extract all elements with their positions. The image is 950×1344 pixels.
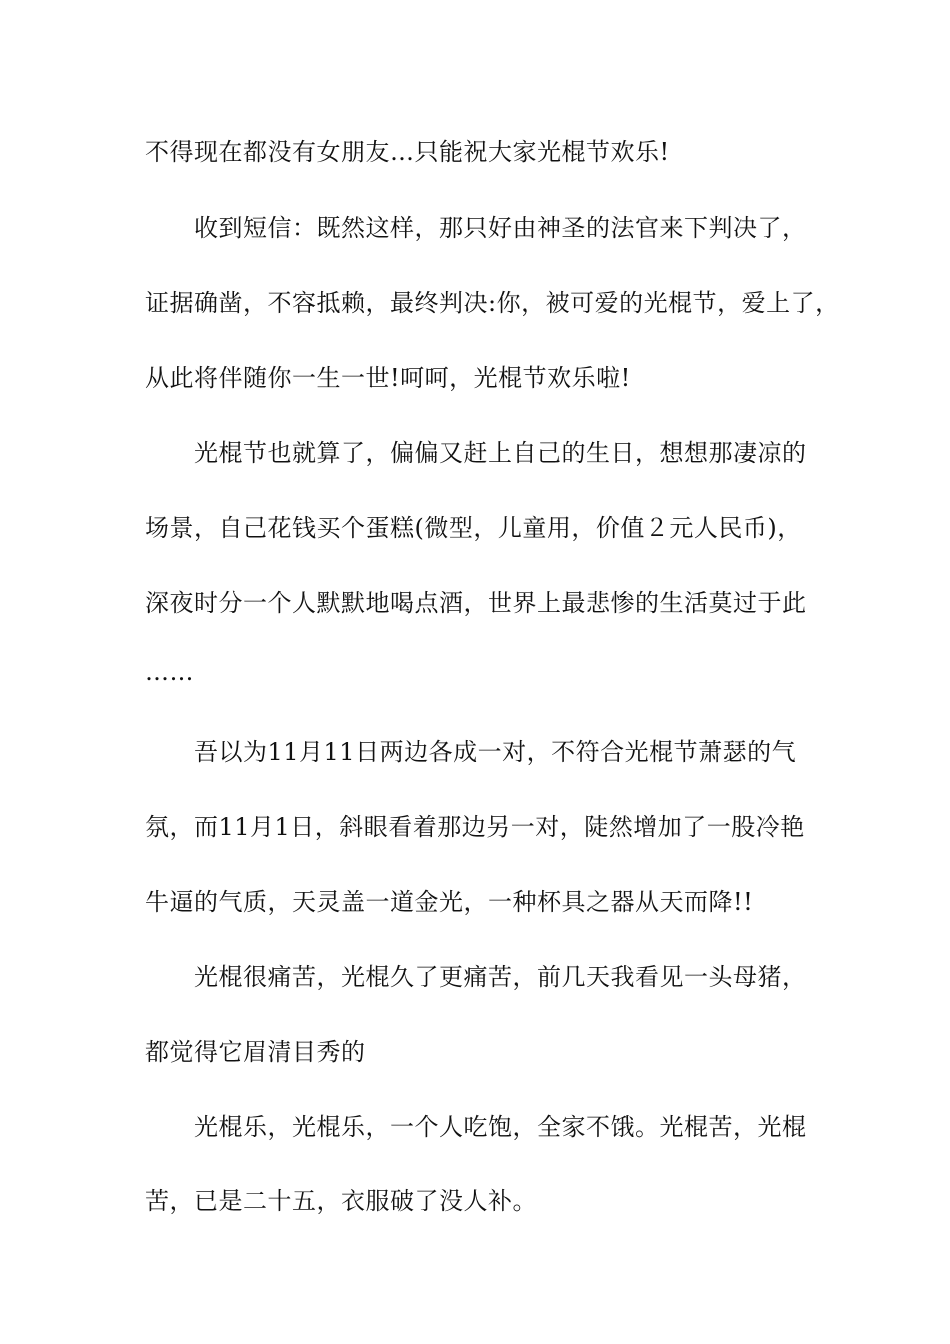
paragraph-line: 氛，而11月1日，斜眼看着那边另一对，陡然增加了一股冷艳	[145, 813, 805, 841]
paragraph-line: 不得现在都没有女朋友…只能祝大家光棍节欢乐!	[145, 138, 670, 166]
paragraph-line: 证据确凿，不容抵赖，最终判决:你，被可爱的光棍节，爱上了，	[145, 289, 840, 317]
paragraph-line: 深夜时分一个人默默地喝点酒，世界上最悲惨的生活莫过于此	[145, 589, 807, 617]
paragraph-line: 吾以为11月11日两边各成一对，不符合光棍节萧瑟的气	[194, 738, 797, 766]
paragraph-line: 光棍乐，光棍乐，一个人吃饱，全家不饿。光棍苦，光棍	[194, 1113, 807, 1141]
paragraph-line: ……	[145, 658, 194, 686]
paragraph-line: 牛逼的气质，天灵盖一道金光，一种杯具之器从天而降!!	[145, 888, 754, 916]
paragraph-line: 苦，已是二十五，衣服破了没人补。	[145, 1187, 537, 1215]
paragraph-line: 都觉得它眉清目秀的	[145, 1038, 366, 1066]
paragraph-line: 光棍很痛苦，光棍久了更痛苦，前几天我看见一头母猪，	[194, 963, 807, 991]
paragraph-line: 从此将伴随你一生一世!呵呵，光棍节欢乐啦!	[145, 364, 631, 392]
paragraph-line: 光棍节也就算了，偏偏又赶上自己的生日，想想那凄凉的	[194, 439, 807, 467]
paragraph-line: 场景，自己花钱买个蛋糕(微型，儿童用，价值２元人民币)，	[145, 514, 802, 542]
paragraph-line: 收到短信：既然这样，那只好由神圣的法官来下判决了，	[194, 214, 807, 242]
